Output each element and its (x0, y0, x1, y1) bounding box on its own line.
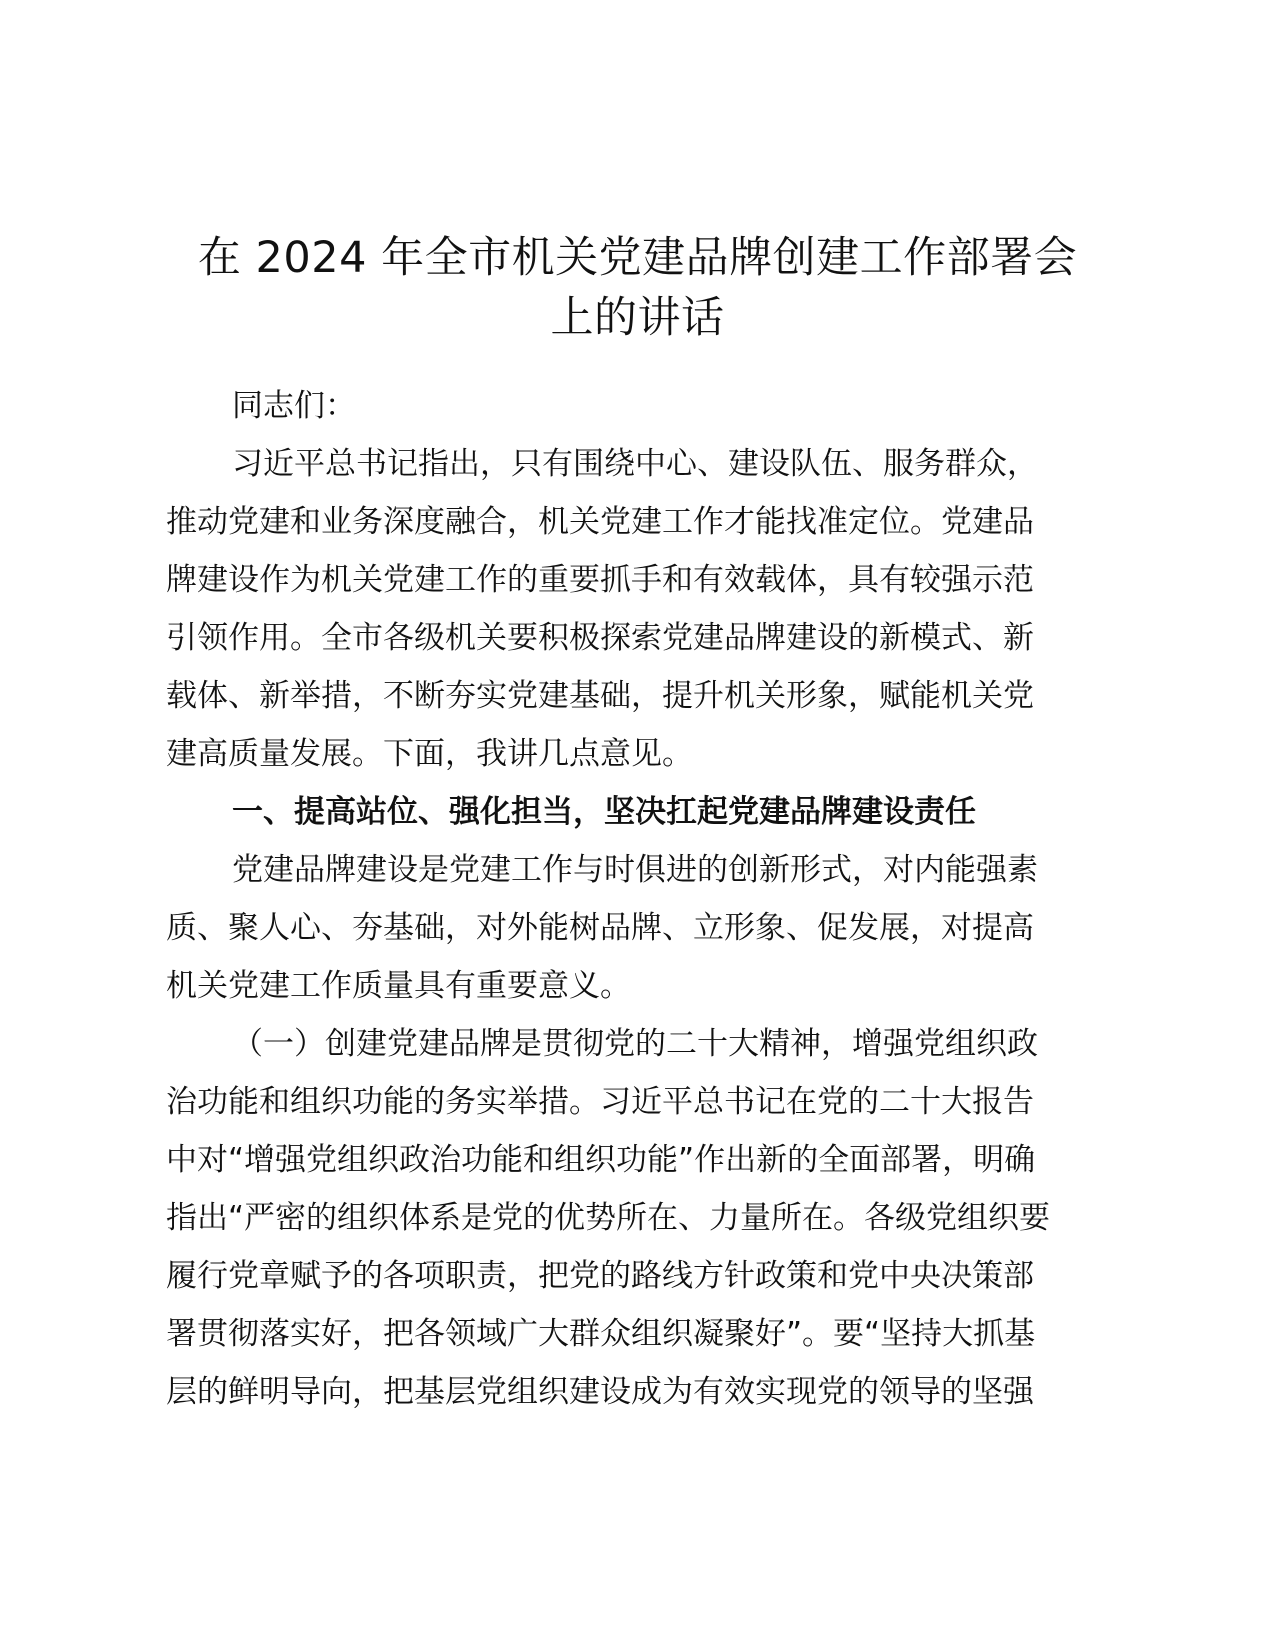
text-line: 同志们： (232, 388, 356, 424)
text-line: 履行党章赋予的各项职责，把党的路线方针政策和党中央决策部 (166, 1258, 1034, 1294)
text-line: 习近平总书记指出，只有围绕中心、建设队伍、服务群众， (232, 446, 1038, 482)
text-line: 建高质量发展。下面，我讲几点意见。 (166, 736, 693, 772)
title-line-2: 上的讲话 (550, 293, 725, 343)
section-heading: 一、提高站位、强化担当，坚决扛起党建品牌建设责任 (232, 794, 976, 830)
text-line: 指出“严密的组织体系是党的优势所在、力量所在。各级党组织要 (166, 1200, 1051, 1236)
document-title (150, 228, 1125, 348)
text-line: 推动党建和业务深度融合，机关党建工作才能找准定位。党建品 (166, 504, 1034, 540)
text-line: 中对“增强党组织政治功能和组织功能”作出新的全面部署，明确 (166, 1142, 1036, 1178)
title-line-1: 在 2024 年全市机关党建品牌创建工作部署会 (197, 233, 1078, 283)
text-line: （一）创建党建品牌是贯彻党的二十大精神，增强党组织政 (232, 1026, 1038, 1062)
text-line: 载体、新举措，不断夯实党建基础，提升机关形象，赋能机关党 (166, 678, 1034, 714)
text-line: 署贯彻落实好，把各领域广大群众组织凝聚好”。要“坚持大抓基 (166, 1316, 1036, 1352)
text-line: 治功能和组织功能的务实举措。习近平总书记在党的二十大报告 (166, 1084, 1034, 1120)
text-line: 引领作用。全市各级机关要积极探索党建品牌建设的新模式、新 (166, 620, 1034, 656)
text-line: 牌建设作为机关党建工作的重要抓手和有效载体，具有较强示范 (166, 562, 1034, 598)
text-line: 机关党建工作质量具有重要意义。 (166, 968, 631, 1004)
text-line: 质、聚人心、夯基础，对外能树品牌、立形象、促发展，对提高 (166, 910, 1034, 946)
document-body (166, 377, 1111, 1421)
text-line: 层的鲜明导向，把基层党组织建设成为有效实现党的领导的坚强 (166, 1374, 1034, 1410)
text-line: 党建品牌建设是党建工作与时俱进的创新形式，对内能强素 (232, 852, 1038, 888)
